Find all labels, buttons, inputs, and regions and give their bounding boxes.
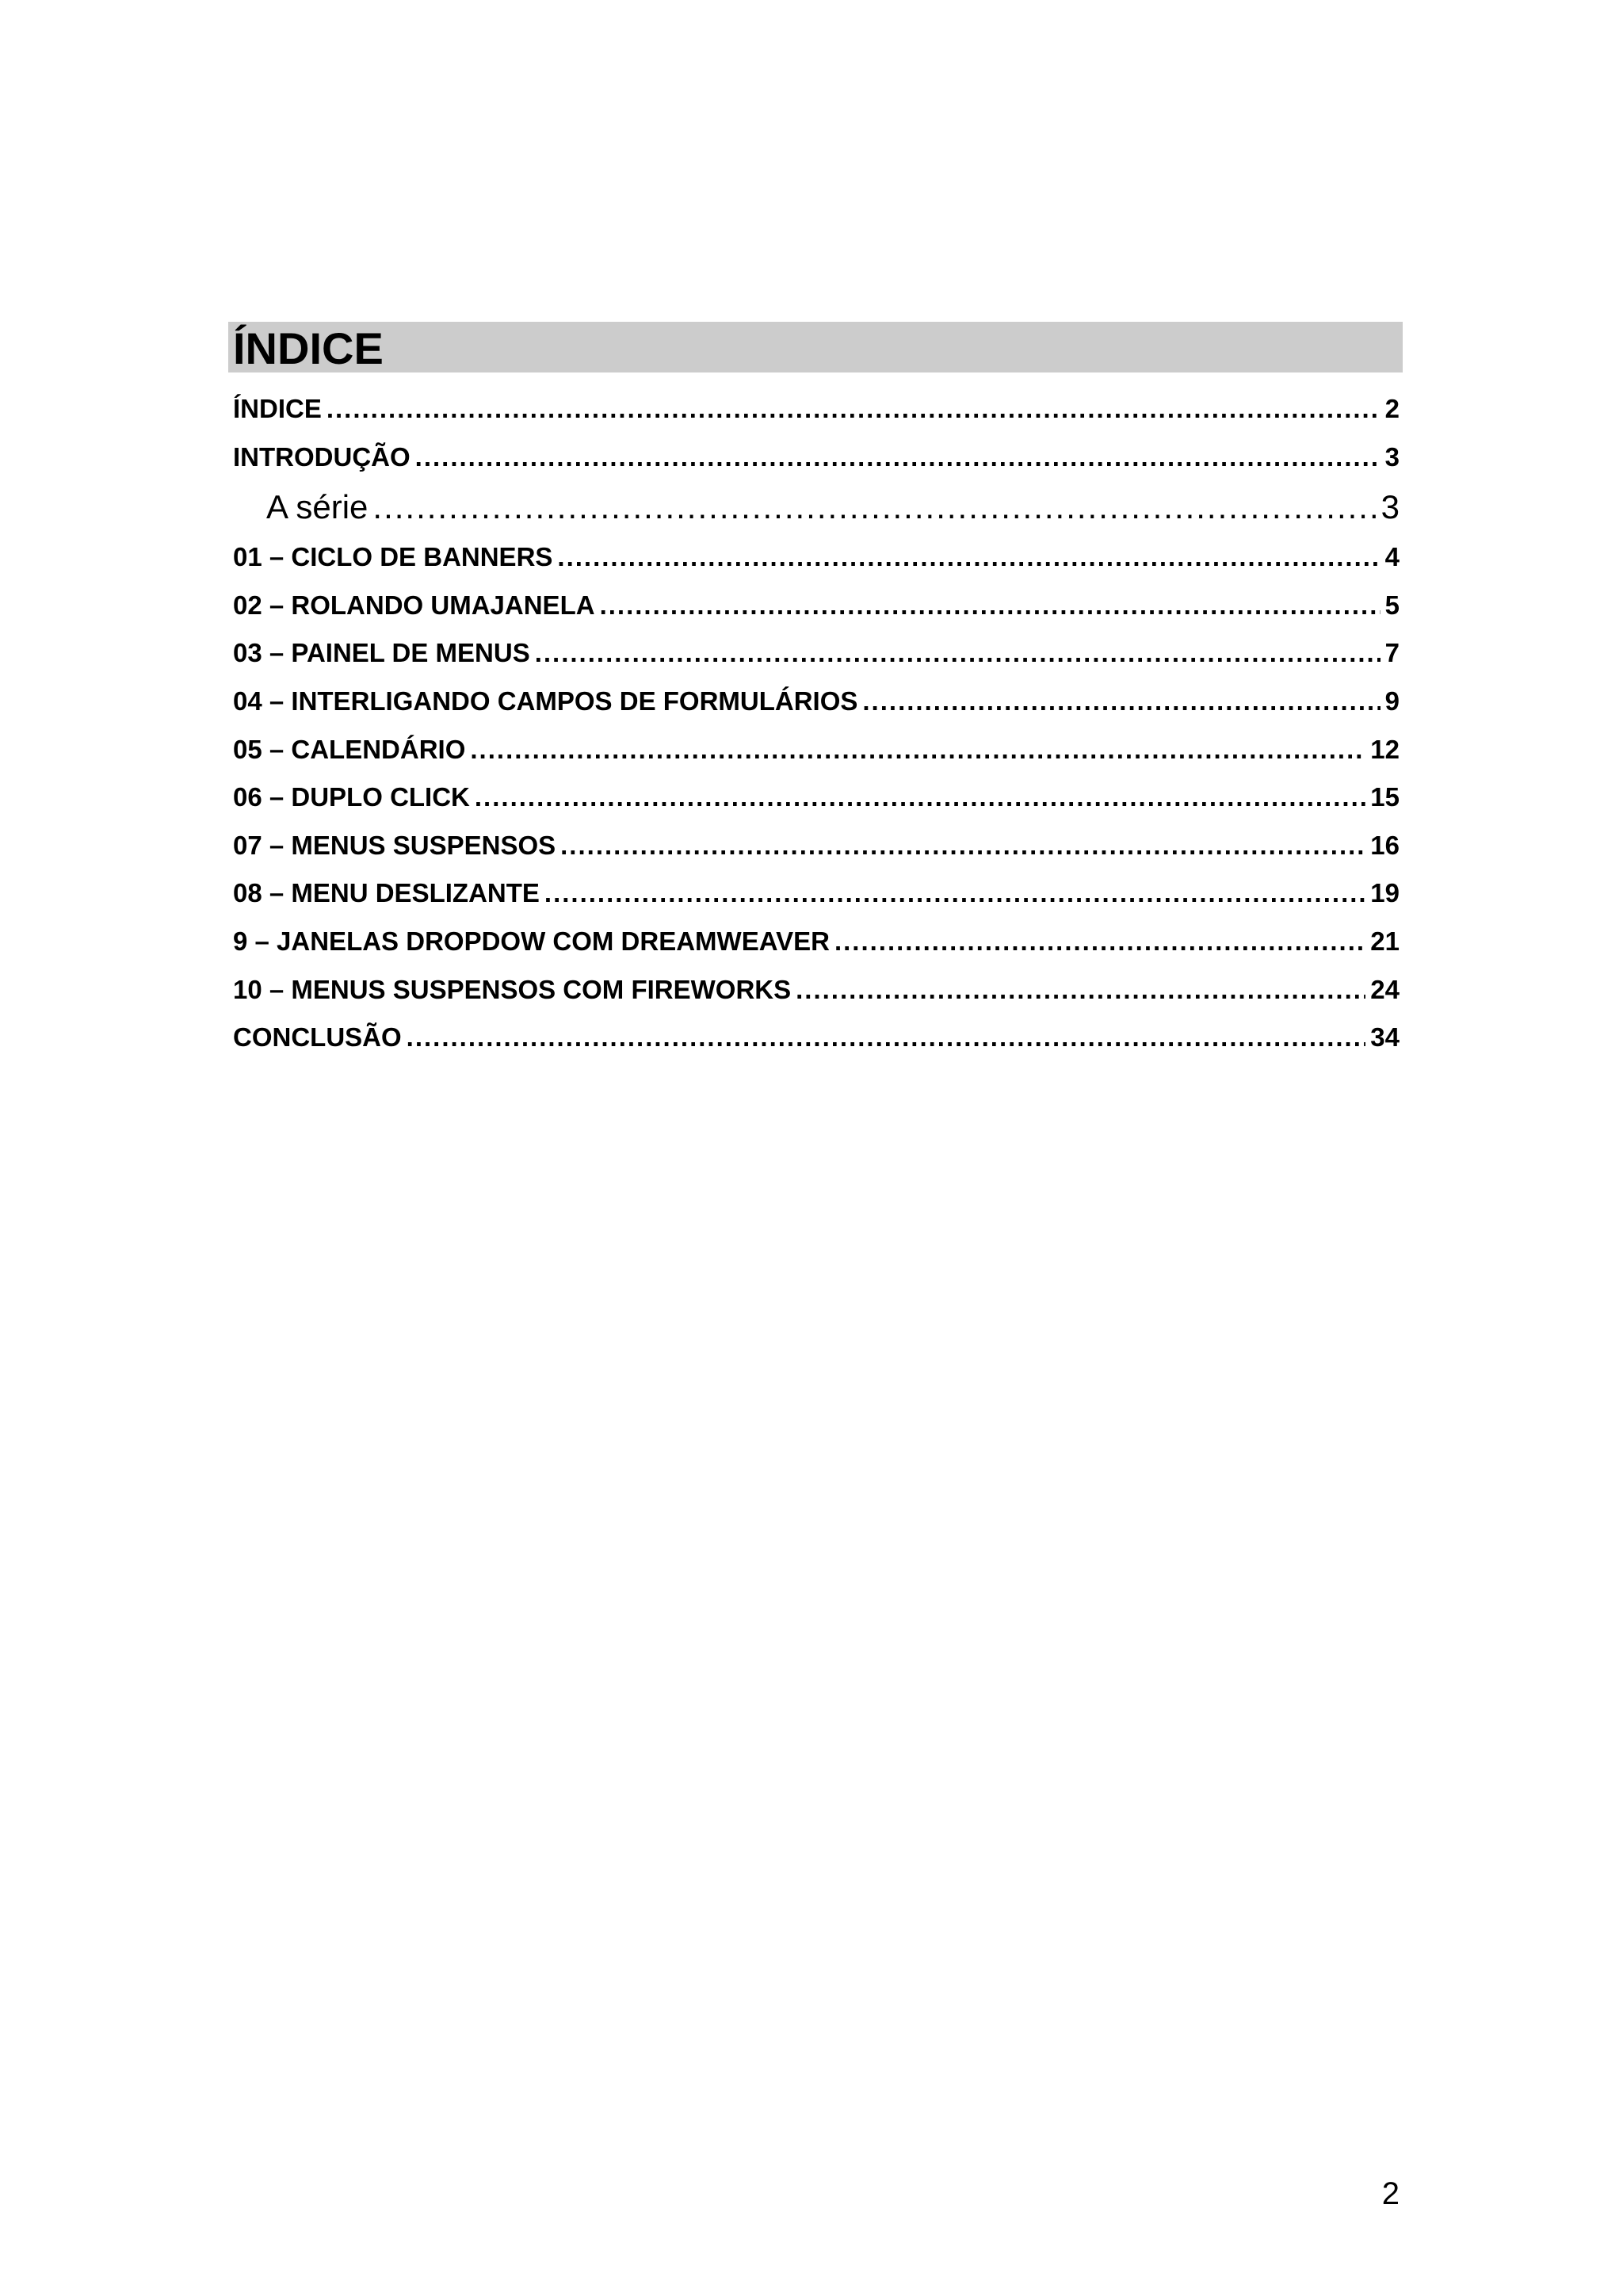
toc-leader-dots [535,629,1381,677]
toc-leader-dots [372,481,1376,533]
toc-entry-label: 01 – CICLO DE BANNERS [233,542,553,572]
toc-entry[interactable] [233,629,1400,678]
toc-entry-label: 08 – MENU DESLIZANTE [233,878,540,908]
toc-entry-page: 3 [1384,441,1400,472]
toc-leader-dots [544,869,1365,917]
toc-entry-label: ÍNDICE [233,394,322,423]
toc-entry-page: 3 [1381,488,1400,526]
toc-entry-label: 10 – MENUS SUSPENSOS COM FIREWORKS [233,974,792,1004]
index-heading-bar [228,322,1403,372]
toc-entry[interactable] [233,533,1400,582]
toc-entry-page: 2 [1384,394,1400,423]
toc-entry-page: 12 [1370,734,1400,764]
toc-entry-label: CONCLUSÃO [233,1022,402,1052]
toc-entry[interactable] [233,726,1400,774]
toc-leader-dots [600,582,1381,629]
toc-leader-dots [415,434,1381,481]
page-number: 2 [1381,2176,1400,2211]
toc-leader-dots [407,1014,1366,1061]
page-title: ÍNDICE [233,323,384,373]
toc-entry[interactable] [233,678,1400,726]
toc-entry-page: 7 [1384,638,1400,668]
toc-entry-page: 5 [1384,590,1400,620]
toc-entry-label: 9 – JANELAS DROPDOW COM DREAMWEAVER [233,926,830,956]
toc-subentry[interactable] [233,481,1400,533]
toc-entry-page: 21 [1370,926,1400,956]
toc-entry-label: A série [266,488,369,526]
toc-entry[interactable] [233,918,1400,966]
toc-entry-page: 16 [1370,830,1400,860]
toc-entry-page: 24 [1370,974,1400,1004]
toc-entry[interactable] [233,822,1400,870]
toc-entry-label: 05 – CALENDÁRIO [233,734,466,764]
toc-entry-label: 03 – PAINEL DE MENUS [233,638,530,668]
toc-entry-label: 06 – DUPLO CLICK [233,782,470,812]
toc-entry-page: 15 [1370,782,1400,812]
toc-entry-label: 02 – ROLANDO UMAJANELA [233,590,595,620]
toc-leader-dots [834,918,1365,965]
toc-leader-dots [327,385,1381,433]
toc-leader-dots [560,822,1365,869]
toc-leader-dots [470,726,1365,774]
toc-entry[interactable] [233,1014,1400,1062]
toc-entry-page: 9 [1384,686,1400,716]
toc-entry[interactable] [233,582,1400,630]
toc-entry-page: 4 [1384,542,1400,572]
toc-entry-label: 07 – MENUS SUSPENSOS [233,830,556,860]
toc-entry[interactable] [233,774,1400,822]
toc-leader-dots [475,774,1365,821]
toc-entry-page: 19 [1370,878,1400,908]
table-of-contents [233,385,1400,1062]
toc-entry[interactable] [233,385,1400,434]
toc-leader-dots [796,966,1365,1014]
toc-leader-dots [557,533,1380,581]
toc-entry[interactable] [233,434,1400,482]
toc-entry-label: 04 – INTERLIGANDO CAMPOS DE FORMULÁRIOS [233,686,858,716]
toc-entry[interactable] [233,869,1400,918]
toc-entry-label: INTRODUÇÃO [233,441,411,472]
toc-leader-dots [862,678,1380,725]
toc-entry[interactable] [233,966,1400,1014]
toc-entry-page: 34 [1370,1022,1400,1052]
